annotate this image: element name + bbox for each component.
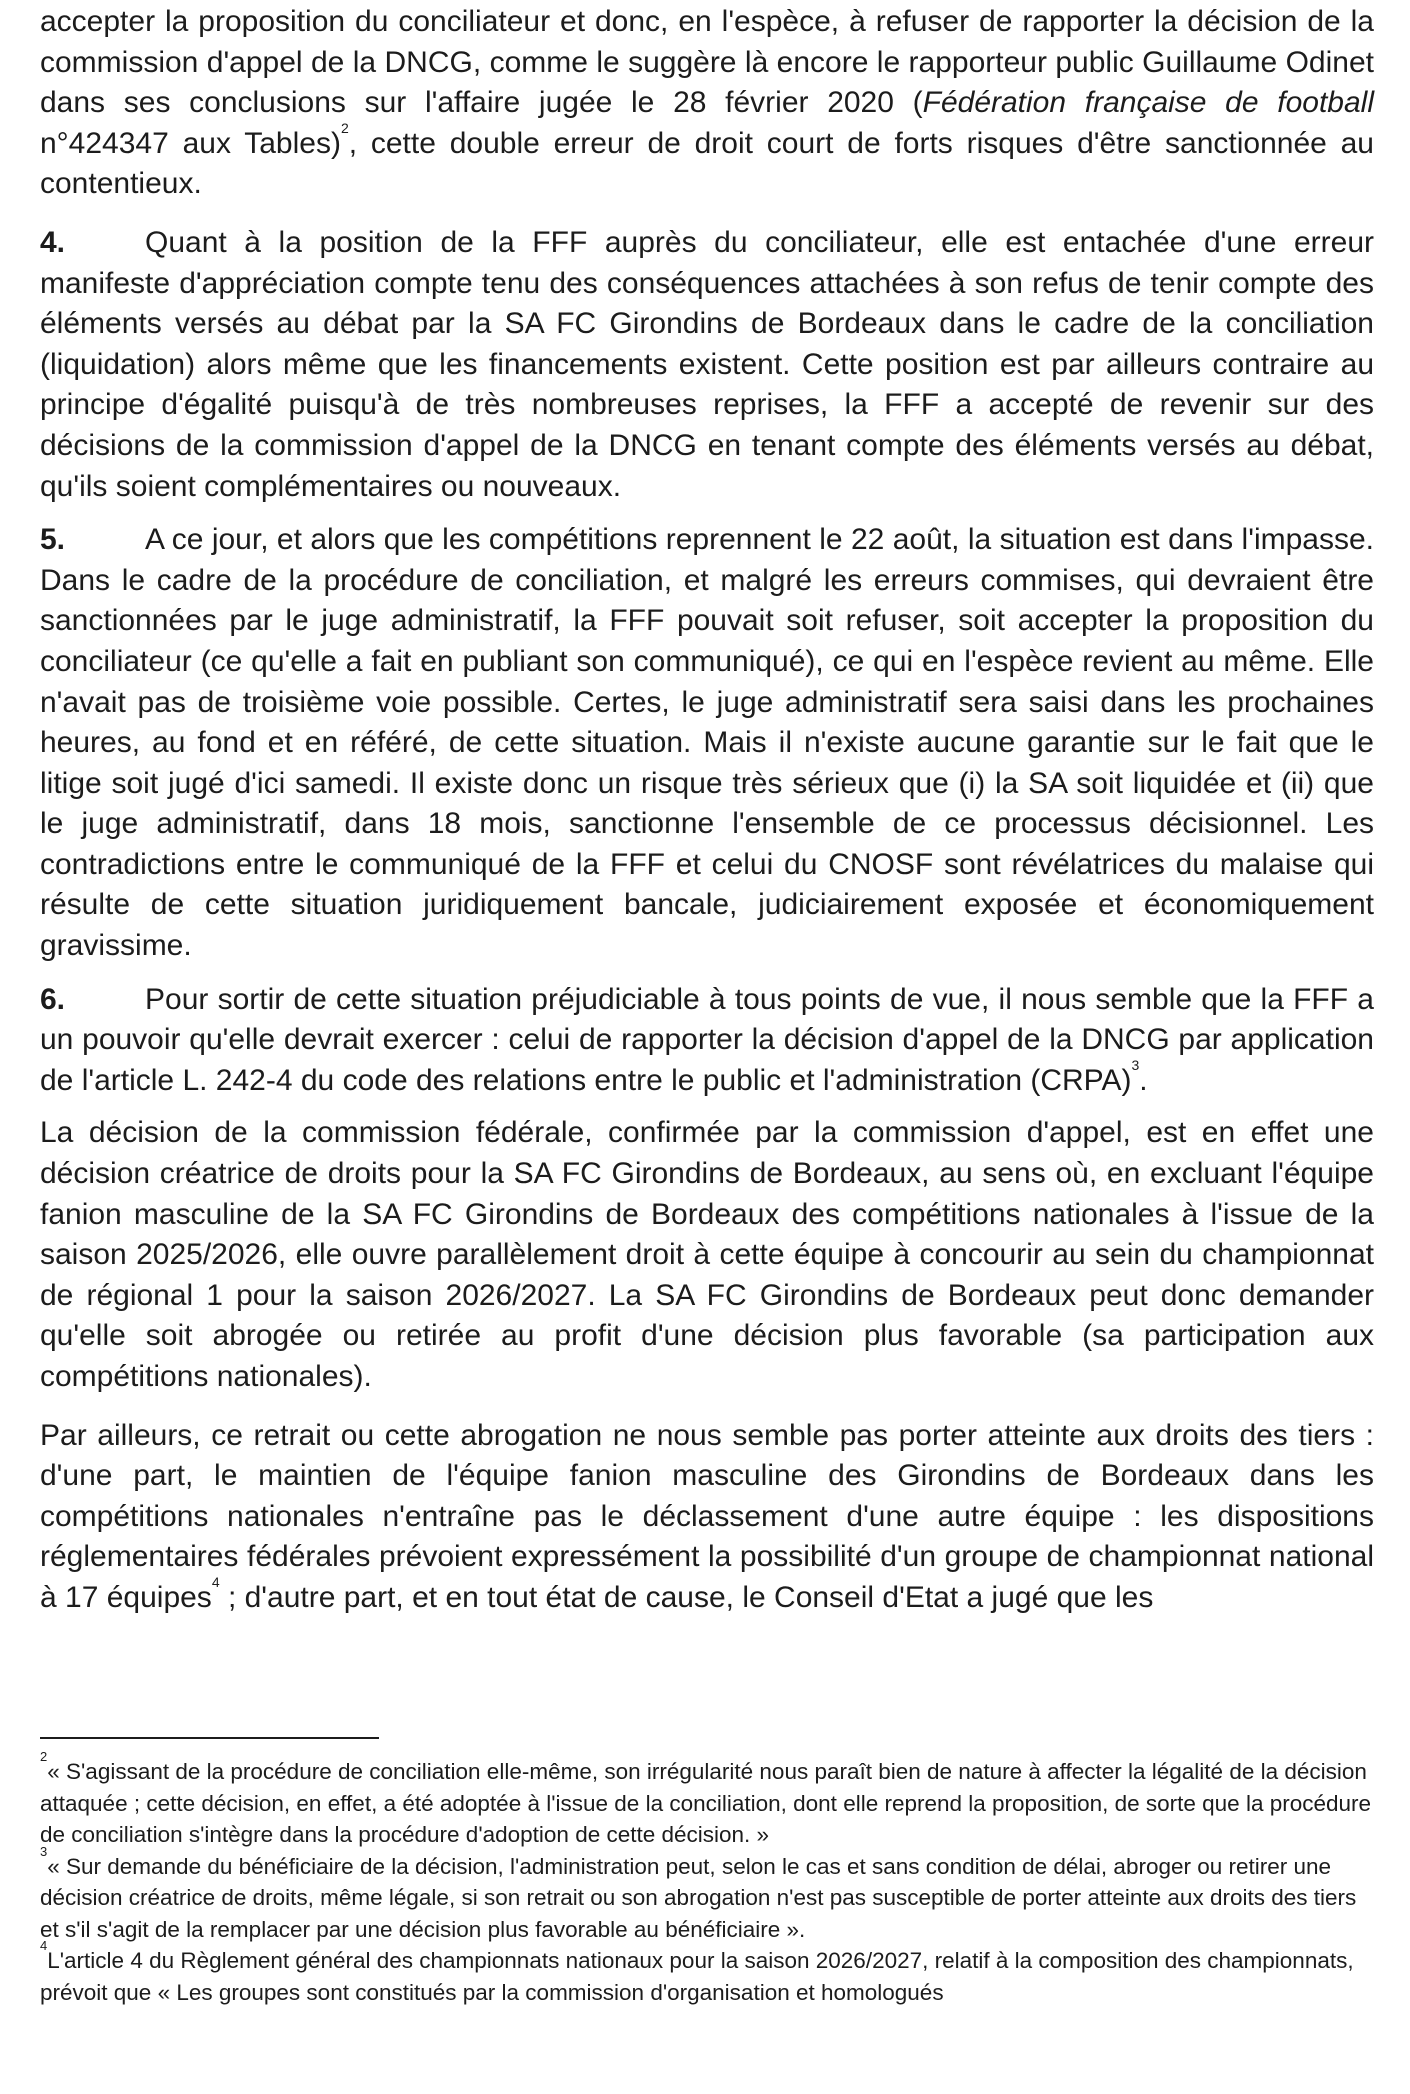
paragraph-number: 5.	[40, 523, 66, 557]
paragraph-continuation	[40, 2, 1374, 205]
paragraph-text: accepter la proposition du conciliateur et donc, en l'espèce, à refuser de rapporter la décision de la commission d'appel de la DNCG, comme le suggère là encore le rapporteur public Guillaume Odinet dans ses conclusions sur l'affaire jugée le 28 février 2020 (	[40, 5, 1374, 120]
document-page	[40, 0, 1374, 2005]
paragraph-6	[40, 980, 1374, 1102]
paragraph-text: A ce jour, et alors que les compétitions reprennent le 22 août, la situation est dans l'impasse. Dans le cadre de la procédure de conciliation, et malgré les erreurs commises, qui devraient être sanctionnées par le juge administratif, la FFF pouvait soit refuser, soit accepter la proposition du conciliateur (ce qu'elle a fait en publiant son communiqué), ce qui en l'espèce revient au même. Elle n'avait pas de troisième voie possible. Certes, le juge administratif sera saisi dans les prochaines heures, au fond et en référé, de cette situation. Mais il n'existe aucune garantie sur le fait que le litige soit jugé d'ici samedi. Il existe donc un risque très sérieux que (i) la SA soit liquidée et (ii) que le juge administratif, dans 18 mois, sanctionne l'ensemble de ce processus décisionnel. Les contradictions entre le communiqué de la FFF et celui du CNOSF sont révélatrices du malaise qui résulte de cette situation juridiquement bancale, judiciairement exposée et économiquement gravissime.	[40, 523, 1374, 963]
footnote-ref-3: 3	[1131, 1056, 1140, 1073]
footnote-ref-2: 2	[340, 119, 349, 136]
footnote-mark: 2	[40, 1749, 48, 1764]
footnote-text: « S'agissant de la procédure de conciliation elle-même, son irrégularité nous paraît bien de nature à affecter la légalité de la décision attaquée ; cette décision, en effet, a été adoptée à l'issue de la conciliation, dont elle reprend la proposition, de sorte que la procédure de conciliation s'intègre dans la procédure d'adoption de cette décision. »	[40, 1759, 1372, 1847]
paragraph-text: , cette double erreur de droit court de forts risques d'être sanctionnée au contentieux.	[40, 126, 1374, 201]
paragraph-4	[40, 223, 1374, 507]
case-name-italic: Fédération française de football	[922, 86, 1374, 120]
footnote-text: « Sur demande du bénéficiaire de la décision, l'administration peut, selon le cas et sans condition de délai, abroger ou retirer une décision créatrice de droits, même légale, si son retrait ou son abrogation n'est pas susceptible de porter atteinte aux droits des tiers et s'il s'agit de la remplacer par une décision plus favorable au bénéficiaire ».	[40, 1853, 1357, 1942]
footnote-separator	[40, 1737, 379, 1739]
paragraph-text: ; d'autre part, et en tout état de cause, le Conseil d'Etat a jugé que les	[219, 1580, 1154, 1614]
footnote-mark: 4	[40, 1938, 48, 1953]
paragraph-text: Quant à la position de la FFF auprès du conciliateur, elle est entachée d'une erreur manifeste d'appréciation compte tenu des conséquences attachées à son refus de tenir compte des éléments versés au débat par la SA FC Girondins de Bordeaux dans le cadre de la conciliation (liquidation) alors même que les financements existent. Cette position est par ailleurs contraire au principe d'égalité puisqu'à de très nombreuses reprises, la FFF a accepté de revenir sur des décisions de la commission d'appel de la DNCG en tenant compte des éléments versés au débat, qu'ils soient complémentaires ou nouveaux.	[40, 225, 1374, 503]
footnotes	[40, 1749, 1374, 2008]
paragraph-text: La décision de la commission fédérale, confirmée par la commission d'appel, est en effet une décision créatrice de droits pour la SA FC Girondins de Bordeaux, au sens où, en excluant l'équipe fanion masculine de la SA FC Girondins de Bordeaux des compétitions nationales à l'issue de la saison 2025/2026, elle ouvre parallèlement droit à cette équipe à concourir au sein du championnat de régional 1 pour la saison 2026/2027. La SA FC Girondins de Bordeaux peut donc demander qu'elle soit abrogée ou retirée au profit d'une décision plus favorable (sa participation aux compétitions nationales).	[40, 1116, 1374, 1393]
paragraph-text: .	[1139, 1063, 1148, 1097]
paragraph-5	[40, 520, 1374, 967]
footnote-mark: 3	[40, 1843, 48, 1859]
paragraph-number: 6.	[40, 982, 66, 1016]
paragraph-text: Par ailleurs, ce retrait ou cette abrogation ne nous semble pas porter atteinte aux droits des tiers : d'une part, le maintien de l'équipe fanion masculine des Girondins de Bordeaux dans les compétitions nationales n'entraîne pas le déclassement d'une autre équipe : les dispositions réglementaires fédérales prévoient expressément la possibilité d'un groupe de championnat national à 17 équipes	[40, 1418, 1374, 1614]
footnote-2	[40, 1749, 1374, 1851]
footnote-3	[40, 1843, 1374, 1946]
paragraph-number: 4.	[40, 225, 66, 259]
paragraph-text: Pour sortir de cette situation préjudiciable à tous points de vue, il nous semble que la FFF a un pouvoir qu'elle devrait exercer : celui de rapporter la décision d'appel de la DNCG par application de l'article L. 242-4 du code des relations entre le public et l'administration (CRPA)	[40, 982, 1374, 1097]
footnote-ref-4: 4	[211, 1573, 220, 1590]
main-text	[40, 2, 1374, 1619]
footnote-text: L'article 4 du Règlement général des championnats nationaux pour la saison 2026/2027, relatif à la composition des championnats, prévoit que « Les groupes sont constitués par la commission d'organisation et homologués	[40, 1948, 1354, 2005]
paragraph-text: n°424347 aux Tables)	[40, 126, 341, 160]
paragraph-7	[40, 1113, 1374, 1397]
paragraph-8	[40, 1416, 1374, 1619]
footnote-4	[40, 1938, 1374, 2008]
